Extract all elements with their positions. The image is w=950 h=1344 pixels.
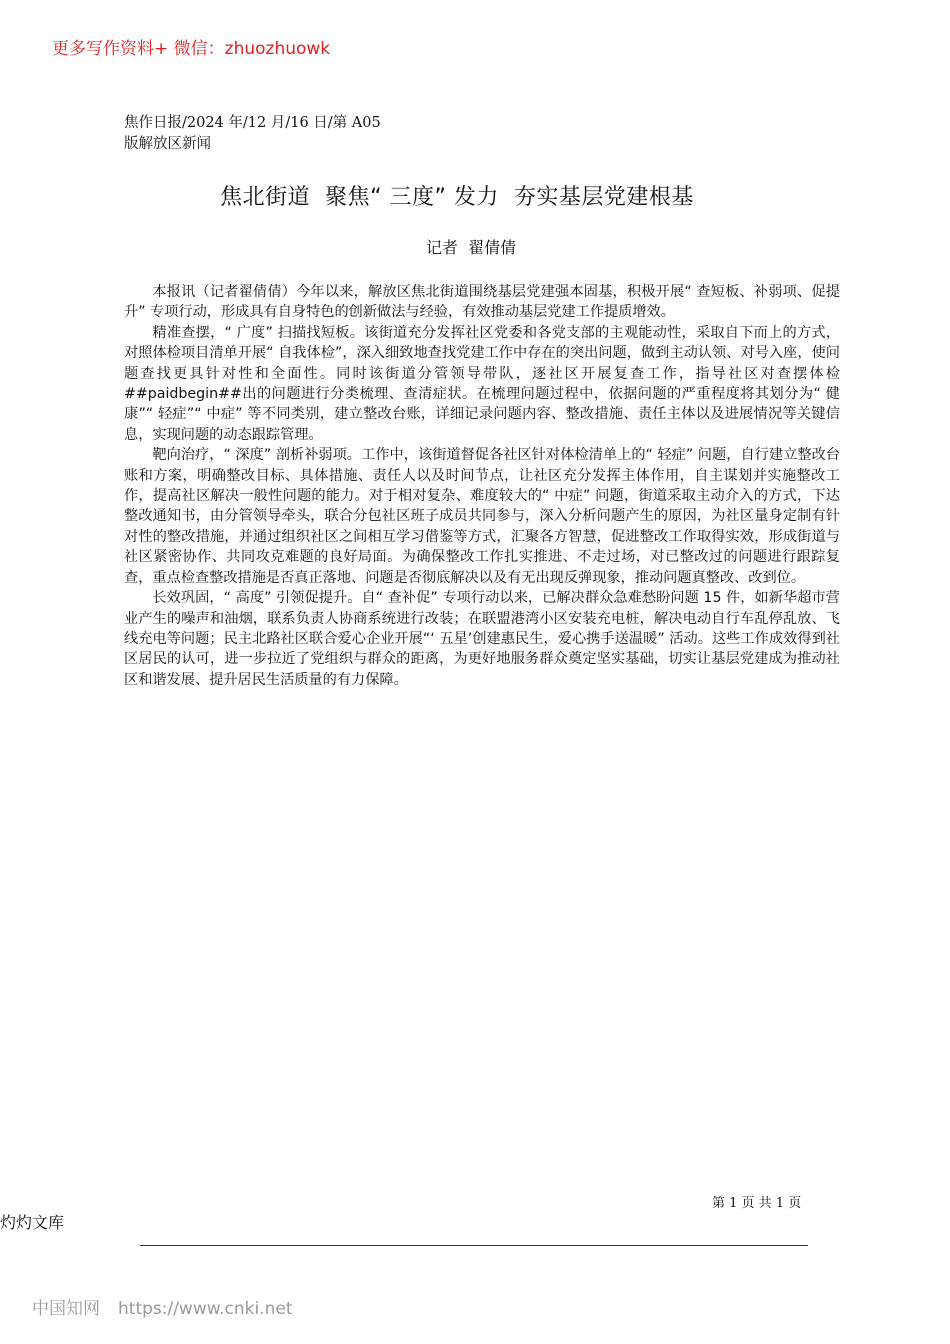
paragraph-4: 长效巩固，“ 高度” 引领促提升。自“ 查补促” 专项行动以来，已解决群众急难愁盼问题 15 件，如新华超市营业产生的噪声和油烟，联系负责人协商系统进行改装；在联盟港湾小区安装充电桩，解决电动自行车乱停乱放、飞线充电等问题；民主北路社区联合爱心企业开展“‘ 五星’创建惠民生，爱心携手送温暖” 活动。这些工作成效得到社区居民的认可，进一步拉近了党组织与群众的距离，为更好地服务群众奠定坚实基础，切实让基层党建成为推动社区和谐发展、提升居民生活质量的有力保障。 xyxy=(124,590,840,688)
page-number: 第 1 页 共 1 页 xyxy=(712,1196,802,1211)
article-title: 焦北街道 聚焦“ 三度” 发力 夯实基层党建根基 xyxy=(220,185,694,210)
paragraph-3: 靶向治疗，“ 深度” 剖析补弱项。工作中，该街道督促各社区针对体检清单上的“ 轻症” 问题，自行建立整改台账和方案，明确整改目标、具体措施、责任人以及时间节点，让社区充分发挥主体作用，自主谋划并实施整改工作，提高社区解决一般性问题的能力。对于相对复杂、难度较大的“ 中症” 问题，街道采取主动介入的方式，下达整改通知书，由分管领导牵头，联合分包社区班子成员共同参与，深入分析问题产生的原因，为社区量身定制有针对性的整改措施，并通过组织社区之间相互学习借鉴等方式，汇聚各方智慧，促进整改工作取得实效，形成街道与社区紧密协作、共同攻克难题的良好局面。为确保整改工作扎实推进、不走过场，对已整改过的问题进行跟踪复查，重点检查整改措施是否真正落地、问题是否彻底解决以及有无出现反弹现象，推动问题真整改、改到位。 xyxy=(124,447,840,586)
footer-watermark xyxy=(32,1294,292,1319)
paragraph-1: 本报讯（记者翟倩倩）今年以来，解放区焦北街道围绕基层党建强本固基，积极开展“ 查短板、补弱项、促提升” 专项行动，形成具有自身特色的创新做法与经验，有效推动基层党建工作提质增效。 xyxy=(124,284,840,321)
article-author: 记者 翟倩倩 xyxy=(425,238,517,257)
footer-url: https://www.cnki.net xyxy=(118,1299,293,1319)
source-info xyxy=(124,113,444,155)
library-name: 灼灼文库 xyxy=(0,1213,65,1232)
source-line-1: 焦作日报/2024 年/12 月/16 日/第 A05 xyxy=(124,115,381,131)
source-line-2: 版解放区新闻 xyxy=(124,136,211,152)
paragraph-2: 精准查摆，“ 广度” 扫描找短板。该街道充分发挥社区党委和各党支部的主观能动性，采取自下而上的方式，对照体检项目清单开展“ 自我体检”，深入细致地查找党建工作中存在的突出问题，做到主动认领、对号入座，使问题查找更具针对性和全面性。同时该街道分管领导带队，逐社区开展复查工作，指导社区对查摆体检##paidbegin##出的问题进行分类梳理、查清症状。在梳理问题过程中，依据问题的严重程度将其划分为“ 健康”“ 轻症”“ 中症” 等不同类别，建立整改台账，详细记录问题内容、整改措施、责任主体以及进展情况等关键信息，实现问题的动态跟踪管理。 xyxy=(124,324,840,443)
footer-site-name: 中国知网 xyxy=(32,1299,100,1319)
article-body xyxy=(124,282,840,690)
promo-banner: 更多写作资料+ 微信：zhuozhuowk xyxy=(52,39,331,59)
footer-divider xyxy=(140,1245,808,1246)
